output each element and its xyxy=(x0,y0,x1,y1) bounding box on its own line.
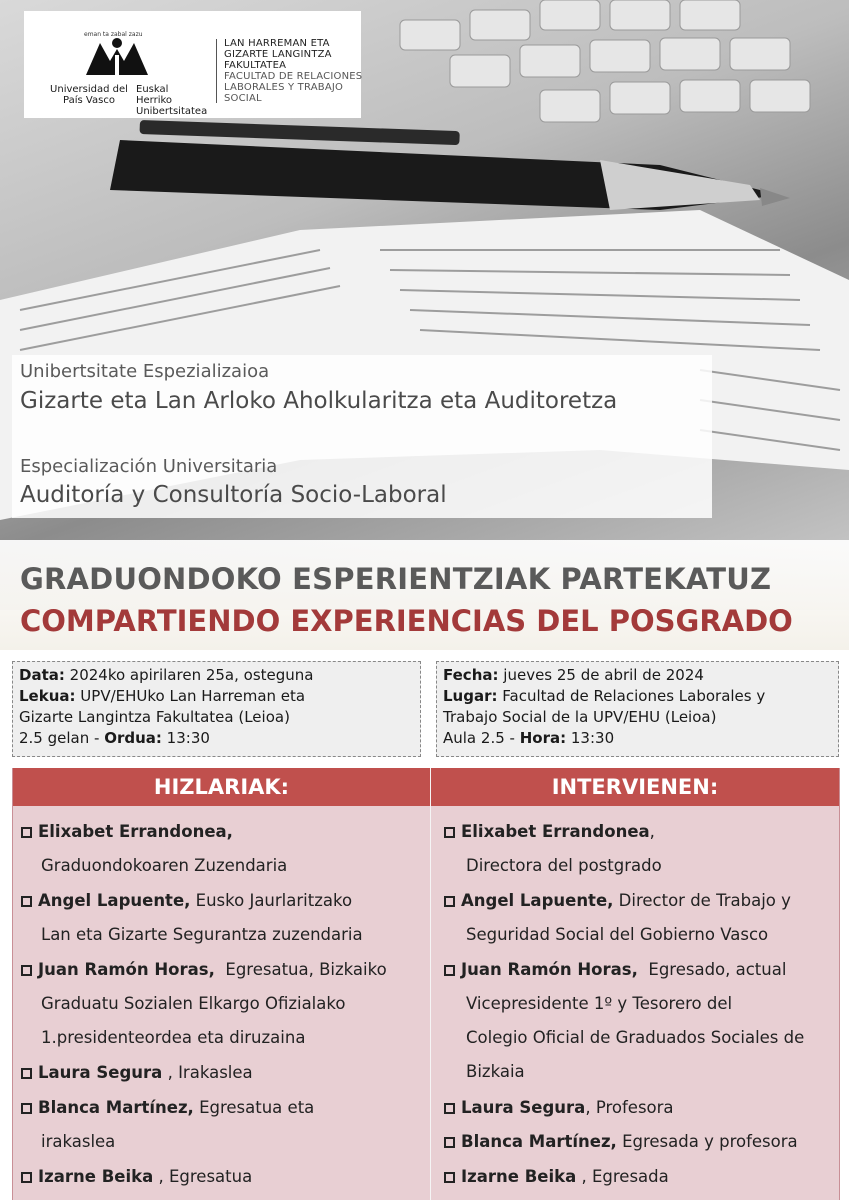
place-value-cont: Trabajo Social de la UPV/EHU (Leioa) xyxy=(443,708,717,726)
speaker-item: Angel Lapuente, Director de Trabajo y xyxy=(444,884,791,918)
place-label: Lugar: xyxy=(443,687,498,705)
checkbox-icon xyxy=(444,1103,455,1114)
speaker-item: Izarne Beika , Egresatua xyxy=(21,1160,252,1194)
logo-divider xyxy=(216,39,217,103)
program-es-title: Auditoría y Consultoría Socio-Laboral xyxy=(20,482,447,508)
speaker-item: Angel Lapuente, Eusko Jaurlaritzako xyxy=(21,884,352,918)
logo-motto: eman ta zabal zazu xyxy=(84,31,143,38)
speaker-role: Directora del postgrado xyxy=(466,856,662,875)
speaker-role: Seguridad Social del Gobierno Vasco xyxy=(466,925,769,944)
time-value: 13:30 xyxy=(570,729,615,747)
speaker-item: Laura Segura, Profesora xyxy=(444,1091,674,1125)
speaker-item: Juan Ramón Horas, Egresado, actual xyxy=(444,953,786,987)
logo-university-es: Universidad del País Vasco xyxy=(50,84,128,106)
speakers-table xyxy=(12,768,840,1200)
checkbox-icon xyxy=(21,1103,32,1114)
speaker-role: irakaslea xyxy=(41,1132,116,1151)
place-value: UPV/EHUko Lan Harreman eta xyxy=(80,687,306,705)
logo-faculty-eu: LAN HARREMAN ETA GIZARTE LANGINTZA FAKULTATEA xyxy=(224,38,332,71)
time-label: Ordua: xyxy=(104,729,162,747)
place-label: Lekua: xyxy=(19,687,76,705)
logo-box xyxy=(24,11,361,118)
speaker-role: Lan eta Gizarte Segurantza zuzendaria xyxy=(41,925,363,944)
checkbox-icon xyxy=(444,965,455,976)
time-label: Hora: xyxy=(519,729,567,747)
date-value: jueves 25 de abril de 2024 xyxy=(503,666,704,684)
speaker-role: Graduondokoaren Zuzendaria xyxy=(41,856,288,875)
checkbox-icon xyxy=(21,896,32,907)
checkbox-icon xyxy=(444,827,455,838)
speaker-role: 1.presidenteordea eta diruzaina xyxy=(41,1028,306,1047)
program-title-box xyxy=(12,355,712,518)
heading-es: COMPARTIENDO EXPERIENCIAS DEL POSGRADO xyxy=(20,604,793,638)
checkbox-icon xyxy=(21,1068,32,1079)
checkbox-icon xyxy=(21,1172,32,1183)
date-label: Fecha: xyxy=(443,666,499,684)
checkbox-icon xyxy=(444,896,455,907)
column-divider xyxy=(430,768,431,1200)
speakers-eu-header: HIZLARIAK: xyxy=(13,768,430,806)
checkbox-icon xyxy=(444,1137,455,1148)
speaker-item: Elixabet Errandonea, xyxy=(21,815,233,849)
place-value: Facultad de Relaciones Laborales y xyxy=(502,687,766,705)
program-eu-label: Unibertsitate Espezializaioa xyxy=(20,361,270,382)
program-es-label: Especialización Universitaria xyxy=(20,456,278,477)
place-value-cont: Gizarte Langintza Fakultatea (Leioa) xyxy=(19,708,290,726)
heading-eu: GRADUONDOKO ESPERIENTZIAK PARTEKATUZ xyxy=(20,562,772,596)
speaker-item: Laura Segura , Irakaslea xyxy=(21,1056,253,1090)
speaker-item: Blanca Martínez, Egresatua eta xyxy=(21,1091,314,1125)
room-value: 2.5 gelan - xyxy=(19,729,100,747)
speakers-es-header: INTERVIENEN: xyxy=(431,768,839,806)
event-info-eu xyxy=(12,661,421,757)
logo-faculty-es: FACULTAD DE RELACIONES LABORALES Y TRABAJO SOCIAL xyxy=(224,71,363,104)
event-info-es xyxy=(436,661,839,757)
date-label: Data: xyxy=(19,666,65,684)
logo-university-eu: Euskal Herriko Unibertsitatea xyxy=(136,84,208,117)
speaker-item: Elixabet Errandonea, xyxy=(444,815,655,849)
speaker-item: Izarne Beika , Egresada xyxy=(444,1160,669,1194)
speaker-role: Colegio Oficial de Graduados Sociales de xyxy=(466,1028,805,1047)
speaker-role: Graduatu Sozialen Elkargo Ofizialako xyxy=(41,994,346,1013)
time-value: 13:30 xyxy=(166,729,210,747)
checkbox-icon xyxy=(21,827,32,838)
speaker-item: Juan Ramón Horas, Egresatua, Bizkaiko xyxy=(21,953,387,987)
checkbox-icon xyxy=(21,965,32,976)
speaker-role: Bizkaia xyxy=(466,1062,525,1081)
checkbox-icon xyxy=(444,1172,455,1183)
program-eu-title: Gizarte eta Lan Arloko Aholkularitza eta Auditoretza xyxy=(20,388,618,414)
room-value: Aula 2.5 - xyxy=(443,729,515,747)
speaker-item: Blanca Martínez, Egresada y profesora xyxy=(444,1125,798,1159)
date-value: 2024ko apirilaren 25a, osteguna xyxy=(69,666,314,684)
speaker-role: Vicepresidente 1º y Tesorero del xyxy=(466,994,733,1013)
upv-ehu-emblem-icon xyxy=(82,35,152,79)
